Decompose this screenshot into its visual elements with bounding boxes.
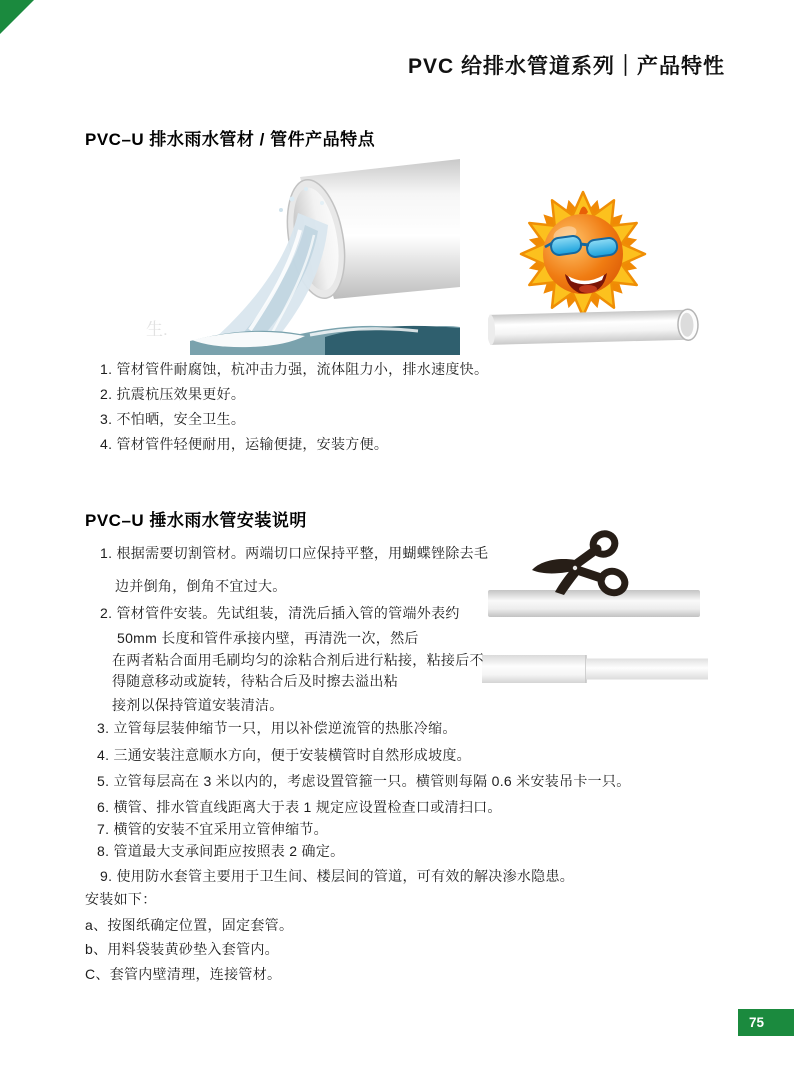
install-step-line: 8. 管道最大支承间距应按照表 2 确定。 <box>97 843 345 859</box>
install-step-line: 1. 根据需要切割管材。两端切口应保持平整，用蝴蝶锉除去毛 <box>100 545 489 561</box>
page-number: 75 <box>749 1015 765 1030</box>
pipe-shaft <box>490 310 689 345</box>
water-pipe-illustration <box>100 155 460 355</box>
feature-item: 4. 管材管件轻便耐用，运输便捷，安装方便。 <box>100 436 389 452</box>
install-step-line: 3. 立管每层装伸缩节一只，用以补偿逆流管的热胀冷缩。 <box>97 720 457 736</box>
install-step-line: 得随意移动或旋转，待粘合后及时擦去溢出粘 <box>112 673 398 689</box>
install-step-line: 在两者粘合面用毛刷均匀的涂粘合剂后进行粘接，粘接后不 <box>112 652 484 668</box>
feature-item: 1. 管材管件耐腐蚀，杭冲击力强，流体阻力小，排水速度快。 <box>100 361 489 377</box>
page-title: PVC 给排水管道系列｜产品特性 <box>407 55 725 78</box>
inserted-pipe <box>586 659 708 680</box>
pipe-to-cut <box>488 590 700 617</box>
install-substep-line: C、套管内壁清理，连接管材。 <box>85 966 282 982</box>
install-step-line: 5. 立管每层高在 3 米以内的，考虑设置管箍一只。横管则每隔 0.6 米安装吊卡一只。 <box>97 773 631 789</box>
socket-pipe <box>482 655 586 683</box>
page-corner-accent <box>0 0 34 34</box>
feature-item: 3. 不怕晒，安全卫生。 <box>100 411 246 427</box>
install-note-label: 安装如下： <box>85 891 157 907</box>
install-step-line: 9. 使用防水套管主要用于卫生间、楼层间的管道，可有效的解决渗水隐患。 <box>100 868 575 884</box>
scissors-icon <box>532 530 628 596</box>
install-substep-line: b、用料袋装黄砂垫入套管内。 <box>85 941 279 957</box>
feature-item: 2. 抗震杭压效果更好。 <box>100 386 246 402</box>
faint-watermark: 生. <box>146 320 168 339</box>
install-step-line: 7. 横管的安装不宜采用立管伸缩节。 <box>97 821 328 837</box>
install-step-line: 边并倒角，倒角不宜过大。 <box>115 578 287 594</box>
pipe-joint-illustration <box>478 648 713 690</box>
install-step-line: 2. 管材管件安装。先试组装，清洗后插入管的管端外表约 <box>100 605 460 621</box>
cutting-pipe-illustration <box>480 530 710 625</box>
install-step-line: 6. 横管、排水管直线距离大于表 1 规定应设置检查口或清扫口。 <box>97 799 502 815</box>
section-install-heading: PVC–U 捶水雨水管安装说明 <box>85 511 307 530</box>
page-number-badge <box>738 1009 794 1036</box>
install-step-line: 接剂以保持管道安装清洁。 <box>112 697 284 713</box>
single-pipe-illustration <box>488 300 712 352</box>
install-substep-line: a、按图纸确定位置，固定套管。 <box>85 917 294 933</box>
install-step-line: 4. 三通安装注意顺水方向，便于安装横管时自然形成坡度。 <box>97 747 471 763</box>
section-features-heading: PVC–U 排水雨水管材 / 管件产品特点 <box>85 130 376 149</box>
install-step-line: 50mm 长度和管件承接内壁，再清洗一次，然后 <box>117 630 419 646</box>
